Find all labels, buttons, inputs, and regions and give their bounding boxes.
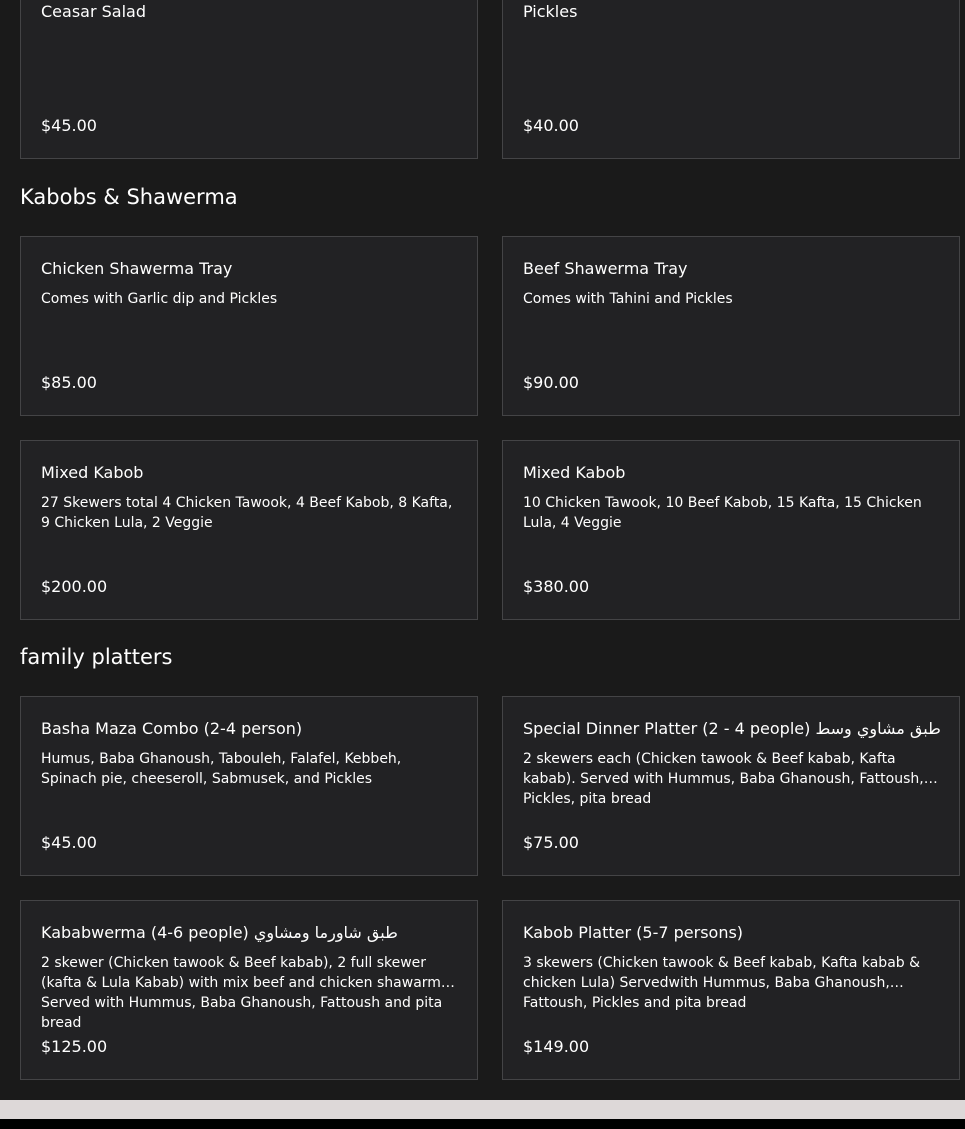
menu-item-card[interactable] [20,0,478,159]
menu-item-card[interactable] [502,696,960,876]
menu-item-card[interactable] [20,900,478,1080]
menu-item-name: Mixed Kabob [41,463,144,482]
menu-item-price: $45.00 [41,116,97,135]
menu-item-name: Kababwerma (4-6 people) طبق شاورما ومشاوي [41,923,398,942]
menu-item-card[interactable] [20,440,478,620]
menu-item-price: $40.00 [523,116,579,135]
footer-edge [0,1119,965,1129]
menu-item-card[interactable] [20,236,478,416]
menu-item-name: Special Dinner Platter (2 - 4 people) طبق مشاوي وسط [523,719,941,738]
menu-item-description: Comes with Garlic dip and Pickles [41,291,278,307]
menu-item-description: 2 skewers each (Chicken tawook & Beef kabab, Kafta kabab). Served with Hummus, Baba Ghanoush, Fattoush, Pickles, pita bread [523,751,924,807]
menu-item-price: $90.00 [523,373,579,392]
menu-item-description: Comes with Tahini and Pickles [523,291,733,307]
menu-item-card[interactable] [20,696,478,876]
menu-item-name: Beef Shawerma Tray [523,259,688,278]
menu-item-name: Basha Maza Combo (2-4 person) [41,719,303,738]
menu-item-name: Mixed Kabob [523,463,626,482]
menu-item-price: $45.00 [41,833,97,852]
menu-item-price: $85.00 [41,373,97,392]
section-title-kabobs-shawerma: Kabobs & Shawerma [20,185,238,209]
menu-item-name: Chicken Shawerma Tray [41,259,233,278]
menu-item-description: 27 Skewers total 4 Chicken Tawook, 4 Beef Kabob, 8 Kafta, 9 Chicken Lula, 2 Veggie [41,495,453,531]
section-title-family-platters: family platters [20,645,173,669]
menu-item-description: 3 skewers (Chicken tawook & Beef kabab, Kafta kabab & chicken Lula) Servedwith Hummus, Baba Ghanoush, Fattoush, Pickles and pita bread [523,955,921,1011]
menu-item-price: $125.00 [41,1037,108,1056]
menu-item-card[interactable] [502,440,960,620]
menu-item-description: 10 Chicken Tawook, 10 Beef Kabob, 15 Kafta, 15 Chicken Lula, 4 Veggie [523,495,922,531]
menu-item-card[interactable] [502,0,960,159]
menu-item-name: Kabob Platter (5-7 persons) [523,923,744,942]
menu-item-name: Pickles [523,2,578,21]
menu-item-card[interactable] [502,236,960,416]
menu-item-description: 2 skewer (Chicken tawook & Beef kabab), 2 full skewer (kafta & Lula Kabab) with mix beef and chicken shawarma. Served with Hummus, Baba Ghanoush, Fattoush and pita bread [41,955,454,1031]
menu-item-price: $380.00 [523,577,590,596]
menu-item-name: Ceasar Salad [41,2,146,21]
menu-item-price: $75.00 [523,833,579,852]
footer-band [0,1100,965,1119]
menu-item-description: Humus, Baba Ghanoush, Tabouleh, Falafel, Kebbeh, Spinach pie, cheeseroll, Sabmusek, and Pickles [41,751,402,787]
menu-item-card[interactable] [502,900,960,1080]
menu-item-price: $149.00 [523,1037,590,1056]
menu-item-price: $200.00 [41,577,108,596]
